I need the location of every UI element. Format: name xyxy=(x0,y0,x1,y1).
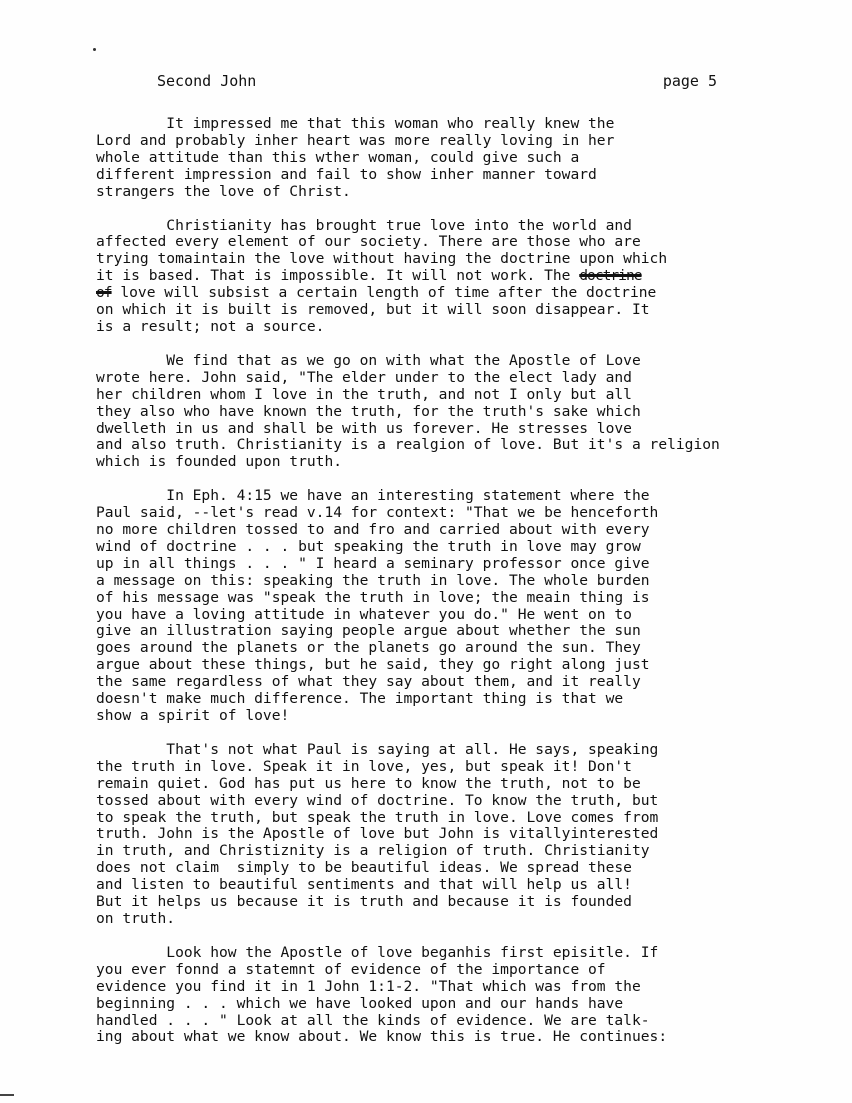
document-body xyxy=(96,116,836,1063)
scan-edge-mark xyxy=(0,1094,14,1096)
paragraph-3: We find that as we go on with what the Apostle of Love wrote here. John said, "The elder under to the elect lady and her children whom I love in the truth, and not I only but all they also who have known the truth, for the truth's sake which dwelleth in us and shall be with us forever. He stresses love and also truth. Christianity is a realgion of love. But it's a religion which is founded upon truth. xyxy=(96,351,720,471)
struck-word: of xyxy=(96,284,112,302)
paragraph-2: Christianity has brought true love into the world and affected every element of our society. There are those who are trying tomaintain the love without having the doctrine upon which it is based. That is impossible. It will not work. The doctrine of love will subsist a certain length of time after the doctrine on which it is built is removed, but it will soon disappear. It is a result; not a source. xyxy=(96,216,668,335)
page-number: page 5 xyxy=(662,72,717,90)
paragraph-1: It impressed me that this woman who really knew the Lord and probably inher heart was more really loving in her whole attitude than this wther woman, could give such a different impression and fail to show inher manner toward strangers the love of Christ. xyxy=(96,115,615,200)
paragraph-6: Look how the Apostle of love beganhis first episitle. If you ever fonnd a statemnt of evidence of the importance of evidence you find it in 1 John 1:1-2. "That which was from the beginning . . . which we have looked upon and our hands have handled . . . " Look at all the kinds of evidence. We are talk- ing about what we know about. We know this is true. He continues: xyxy=(96,943,668,1046)
page-header xyxy=(157,73,717,93)
paragraph-5: That's not what Paul is saying at all. He says, speaking the truth in love. Speak it in love, yes, but speak it! Don't remain quiet. God has put us here to know the truth, not to be tossed about with every wind of doctrine. To know the truth, but to speak the truth, but speak the truth in love. Love comes from truth. John is the Apostle of love but John is vitallyinterested in truth, and Christiznity is a religion of truth. Christianity does not claim simply to be beautiful ideas. We spread these and listen to beautiful sentiments and that will help us all! But it helps us because it is truth and because it is founded on truth. xyxy=(96,740,659,927)
struck-word: doctrine xyxy=(579,267,642,285)
margin-dot xyxy=(93,48,96,51)
document-title: Second John xyxy=(157,72,257,90)
paragraph-4: In Eph. 4:15 we have an interesting statement where the Paul said, --let's read v.14 for context: "That we be henceforth no more children tossed to and fro and carried about with every wind of doctrine . . . but speaking the truth in love may grow up in all things . . . " I heard a seminary professor once give a message on this: speaking the truth in love. The whole burden of his message was "speak the truth in love; the meain thing is you have a loving attitude in whatever you do." He went on to give an illustration saying people argue about whether the sun goes around the planets or the planets go around the sun. They argue about these things, but he said, they go right along just the same regardless of what they say about them, and it really doesn't make much difference. The important thing is that we show a spirit of love! xyxy=(96,487,659,724)
